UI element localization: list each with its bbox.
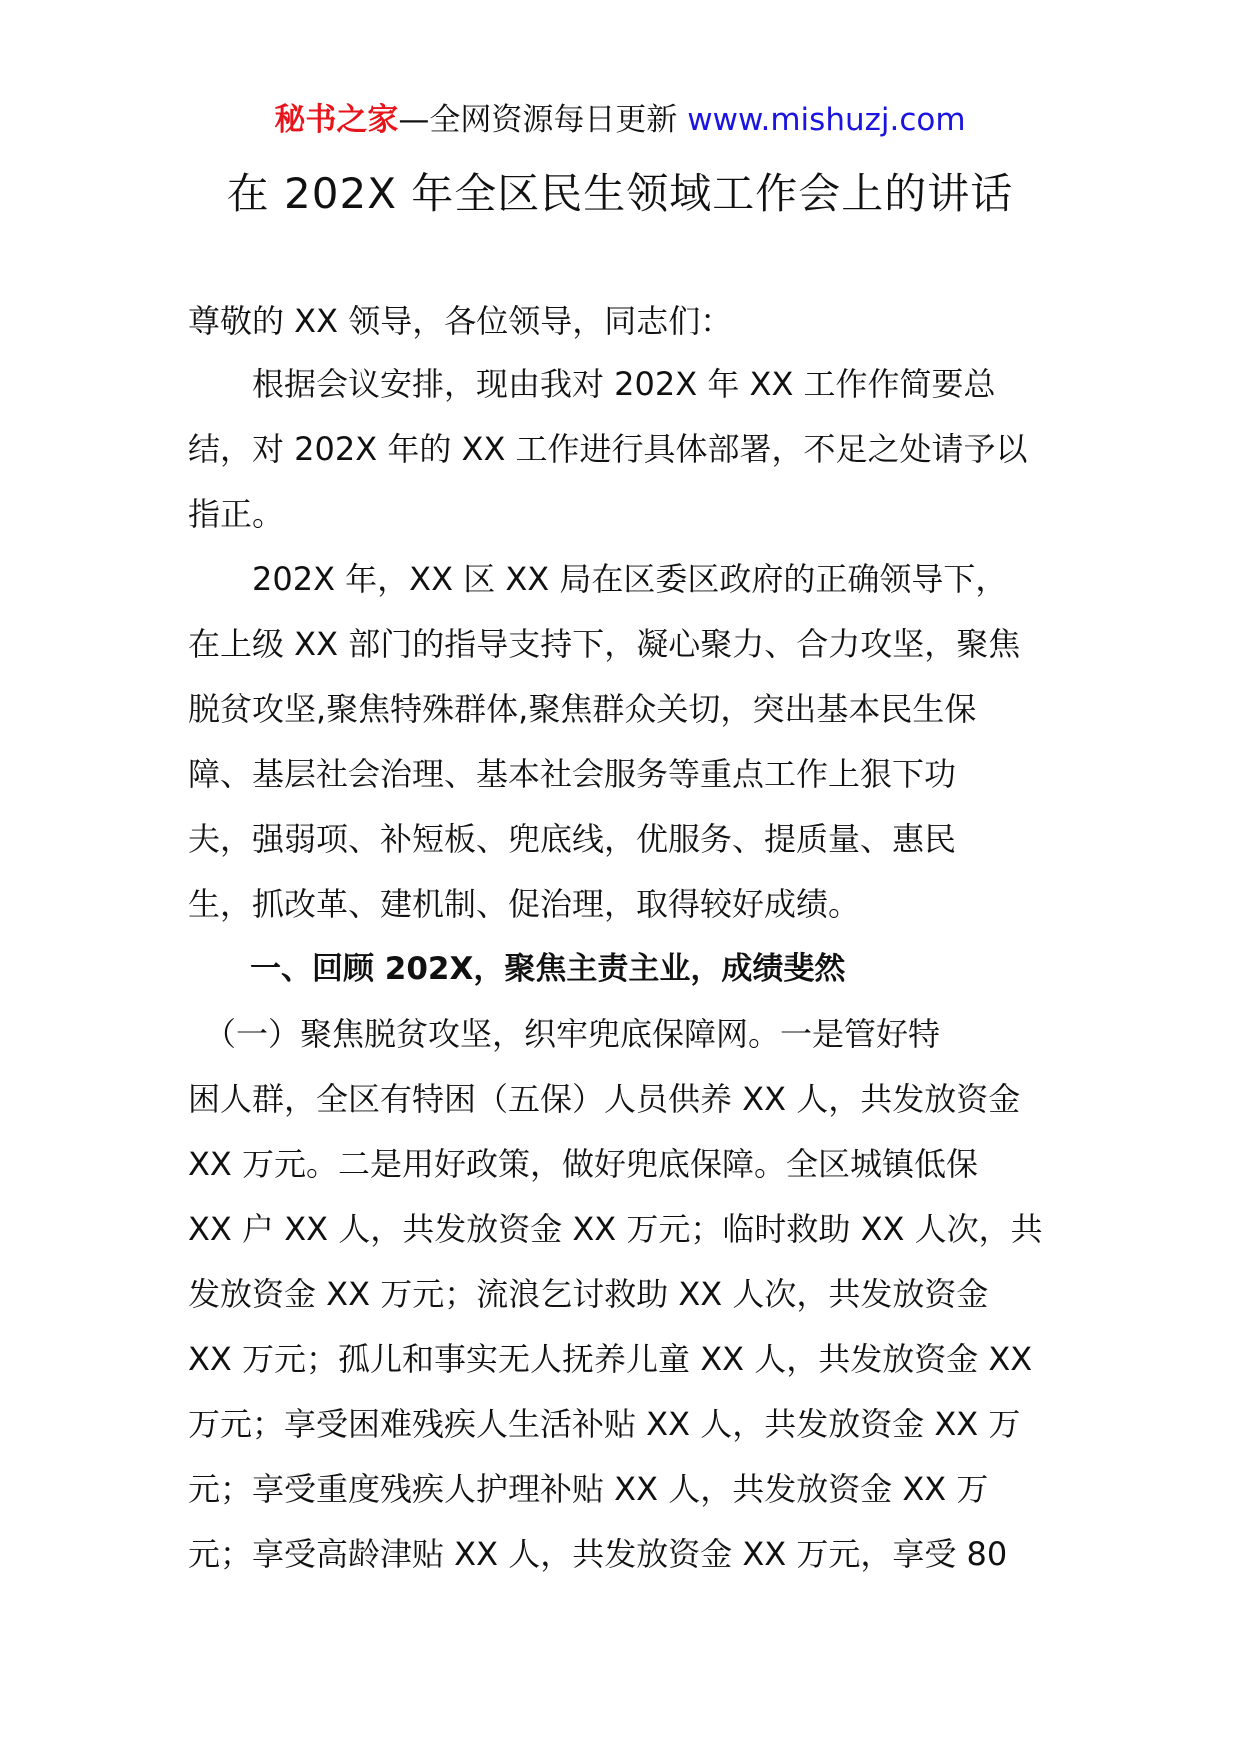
section-line: （一）聚焦脱贫攻坚，织牢兜底保障网。一是管好特: [188, 1015, 941, 1053]
body-line: 结，对 202X 年的 XX 工作进行具体部署，不足之处请予以: [188, 430, 1028, 468]
body-line: 脱贫攻坚,聚焦特殊群体,聚焦群众关切，突出基本民生保: [188, 690, 977, 728]
section-line: 元；享受重度残疾人护理补贴 XX 人，共发放资金 XX 万: [188, 1470, 989, 1508]
body-line: 生，抓改革、建机制、促治理，取得较好成绩。: [188, 885, 861, 923]
site-header: [0, 100, 1240, 140]
salutation: 尊敬的 XX 领导，各位领导，同志们：: [188, 302, 733, 340]
section-line: 困人群，全区有特困（五保）人员供养 XX 人，共发放资金: [188, 1080, 1021, 1118]
header-slogan: —全网资源每日更新: [398, 102, 688, 138]
section-line: 元；享受高龄津贴 XX 人，共发放资金 XX 万元，享受 80: [188, 1535, 1008, 1573]
site-url[interactable]: www.mishuzj.com: [687, 102, 966, 138]
section-line: 发放资金 XX 万元；流浪乞讨救助 XX 人次，共发放资金: [188, 1275, 989, 1313]
body-line: 夫，强弱项、补短板、兜底线，优服务、提质量、惠民: [188, 820, 957, 858]
brand-name: 秘书之家: [274, 102, 399, 138]
document-body: [188, 290, 1050, 1587]
body-line: 202X 年，XX 区 XX 局在区委区政府的正确领导下，: [188, 560, 1008, 598]
document-title: 在 202X 年全区民生领域工作会上的讲话: [226, 169, 1014, 218]
section-line: XX 户 XX 人，共发放资金 XX 万元；临时救助 XX 人次，共: [188, 1210, 1043, 1248]
body-line: 在上级 XX 部门的指导支持下，凝心聚力、合力攻坚，聚焦: [188, 625, 1021, 663]
body-line: 障、基层社会治理、基本社会服务等重点工作上狠下功: [188, 755, 957, 793]
section-line: 万元；享受困难残疾人生活补贴 XX 人，共发放资金 XX 万: [188, 1405, 1021, 1443]
section-line: XX 万元；孤儿和事实无人抚养儿童 XX 人，共发放资金 XX: [188, 1340, 1033, 1378]
body-line: 指正。: [188, 495, 285, 533]
section-heading: 一、回顾 202X，聚焦主责主业，成绩斐然: [188, 951, 846, 987]
section-line: XX 万元。二是用好政策，做好兜底保障。全区城镇低保: [188, 1145, 979, 1183]
body-line: 根据会议安排，现由我对 202X 年 XX 工作作简要总: [188, 365, 996, 403]
